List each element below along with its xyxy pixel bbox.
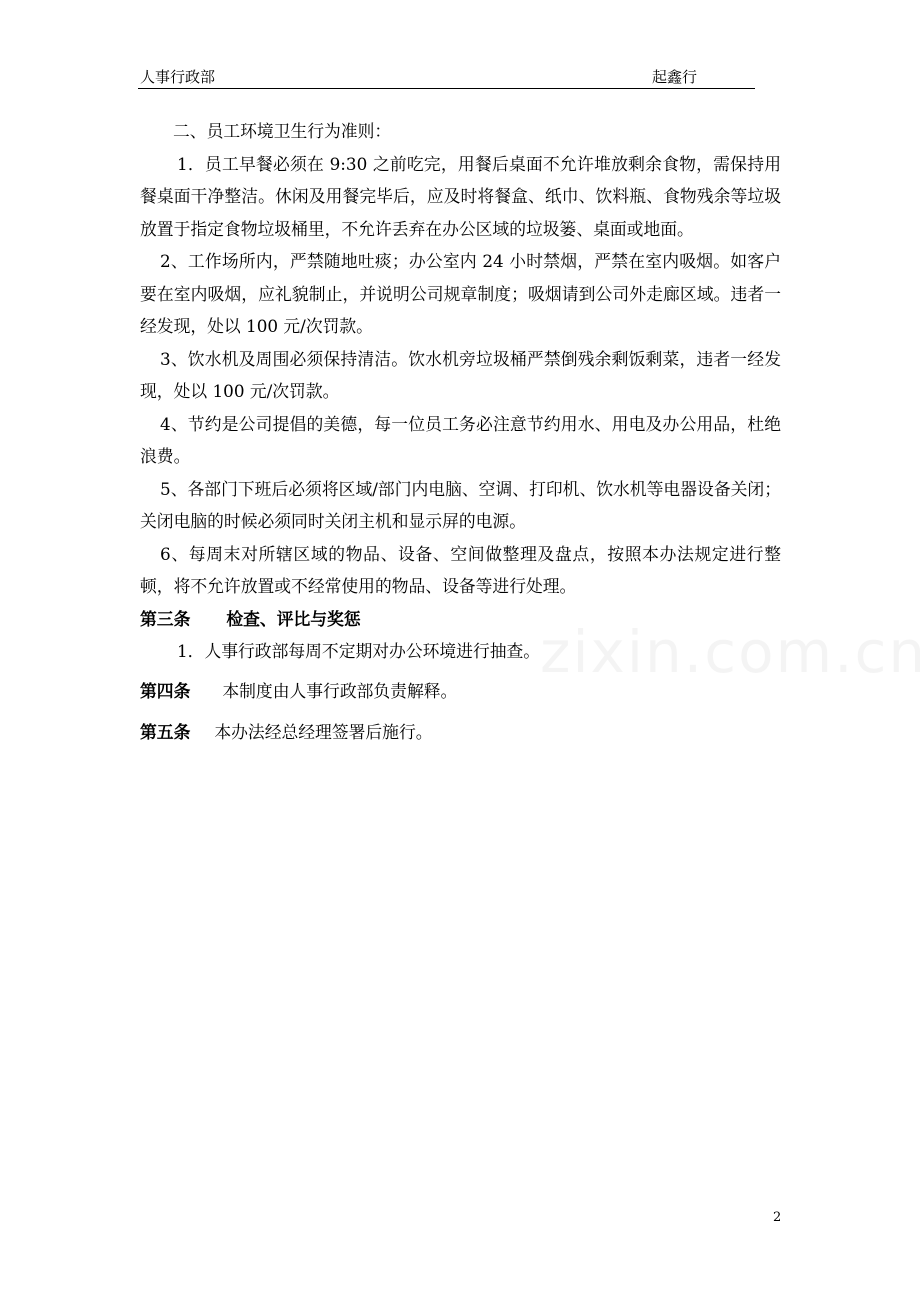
page-number: 2: [773, 1210, 782, 1225]
document-body: [140, 115, 781, 748]
article-five-label: 第五条: [140, 721, 191, 742]
article-three-label: 第三条: [140, 608, 191, 629]
article-four: [140, 675, 781, 708]
article-three-heading: [140, 603, 781, 635]
article-five-text: 本办法经总经理签署后施行。: [214, 721, 433, 742]
rule-item-3: 3、饮水机及周围必须保持清洁。饮水机旁垃圾桶严禁倒残余剩饭剩菜，违者一经发现，处以 100 元/次罚款。: [140, 348, 781, 401]
article-three-item-1: 1．人事行政部每周不定期对办公环境进行抽查。: [177, 640, 541, 661]
rule-item-1: 1．员工早餐必须在 9:30 之前吃完，用餐后桌面不允许堆放剩余食物，需保持用餐桌面干净整洁。休闲及用餐完毕后，应及时将餐盒、纸巾、饮料瓶、食物残余等垃圾放置于指定食物垃圾桶里，不允许丢弃在办公区域的垃圾篓、桌面或地面。: [140, 153, 781, 239]
section-two-title: 二、员工环境卫生行为准则：: [173, 121, 392, 141]
rule-item-2: 2、工作场所内，严禁随地吐痰；办公室内 24 小时禁烟，严禁在室内吸烟。如客户要在室内吸烟，应礼貌制止，并说明公司规章制度；吸烟请到公司外走廊区域。违者一经发现，处以 100 元/次罚款。: [140, 251, 781, 336]
header-rule: [138, 88, 755, 89]
header-company: 起鑫行: [652, 68, 698, 86]
rule-item-5: 5、各部门下班后必须将区域/部门内电脑、空调、打印机、饮水机等电器设备关闭；关闭电脑的时候必须同时关闭主机和显示屏的电源。: [140, 478, 781, 531]
article-five: [140, 716, 781, 749]
article-three-title: 检查、评比与奖惩: [226, 608, 361, 629]
article-four-text: 本制度由人事行政部负责解释。: [222, 681, 458, 701]
header-department: 人事行政部: [140, 68, 216, 86]
rule-item-6: 6、每周末对所辖区域的物品、设备、空间做整理及盘点，按照本办法规定进行整顿，将不允许放置或不经常使用的物品、设备等进行处理。: [140, 543, 781, 596]
rule-item-4: 4、节约是公司提倡的美德，每一位员工务必注意节约用水、用电及办公用品，杜绝浪费。: [140, 413, 781, 466]
article-four-label: 第四条: [140, 681, 191, 701]
